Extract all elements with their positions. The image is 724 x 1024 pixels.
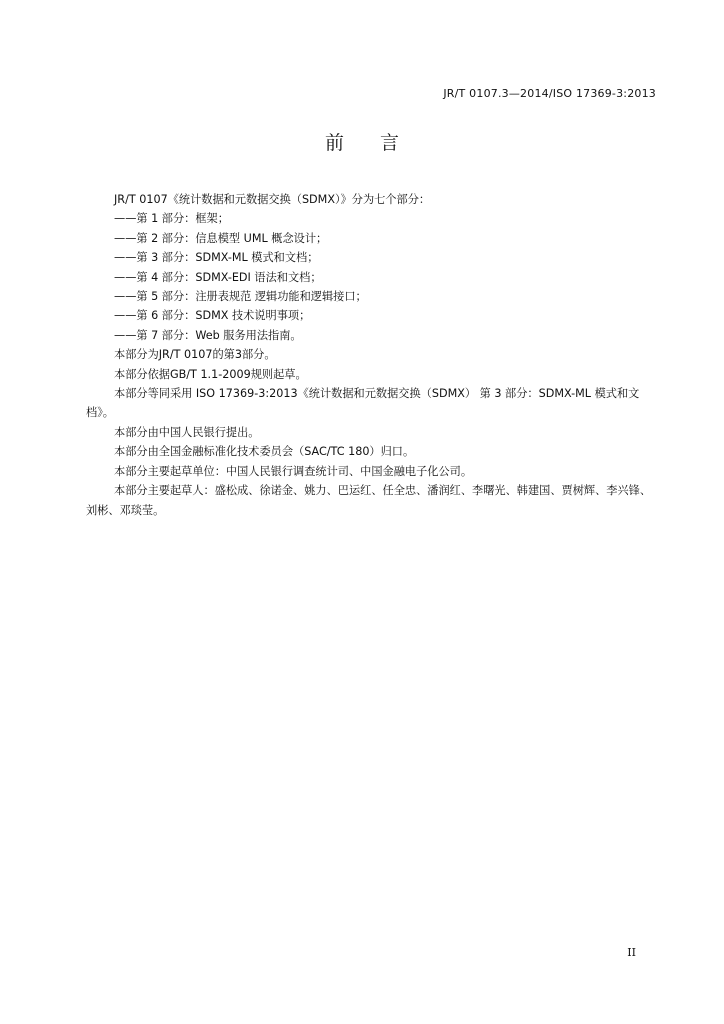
foreword-body (86, 190, 658, 520)
drafting-rule-paragraph: 本部分依据GB/T 1.1-2009规则起草。 (114, 367, 307, 381)
part-list-item-4: ——第 4 部分：SDMX-EDI 语法和文档； (114, 270, 322, 284)
drafters-paragraph: 本部分主要起草人：盛松成、徐诺金、姚力、巴运红、任全忠、潘润红、李曙光、韩建国、贾树辉、李兴锋、刘彬、邓琰莹。 (86, 484, 652, 517)
page-title (0, 128, 724, 155)
part-list-item-7: ——第 7 部分：Web 服务用法指南。 (114, 328, 302, 342)
part-list-item-5: ——第 5 部分：注册表规范 逻辑功能和逻辑接口； (114, 290, 367, 304)
part-list-item-3: ——第 3 部分：SDMX-ML 模式和文档； (114, 251, 319, 265)
proposer-paragraph: 本部分由中国人民银行提出。 (114, 425, 260, 439)
page-number: II (627, 946, 636, 959)
title-char-2: 言 (380, 132, 400, 154)
part-statement-paragraph: 本部分为JR/T 0107的第3部分。 (114, 348, 276, 362)
part-list-item-2: ——第 2 部分：信息模型 UML 概念设计； (114, 231, 328, 245)
part-list-item-6: ——第 6 部分：SDMX 技术说明事项； (114, 309, 311, 323)
committee-paragraph: 本部分由全国金融标准化技术委员会（SAC/TC 180）归口。 (114, 445, 415, 459)
adoption-paragraph: 本部分等同采用 ISO 17369-3:2013《统计数据和元数据交换（SDMX） 第 3 部分：SDMX-ML 模式和文档》。 (86, 387, 640, 420)
standard-code-header: JR/T 0107.3—2014/ISO 17369-3:2013 (443, 87, 656, 100)
drafting-units-paragraph: 本部分主要起草单位：中国人民银行调查统计司、中国金融电子化公司。 (114, 464, 473, 478)
part-list-item-1: ——第 1 部分：框架； (114, 212, 229, 226)
intro-paragraph: JR/T 0107《统计数据和元数据交换（SDMX）》分为七个部分： (114, 193, 431, 206)
title-char-1: 前 (324, 132, 344, 154)
